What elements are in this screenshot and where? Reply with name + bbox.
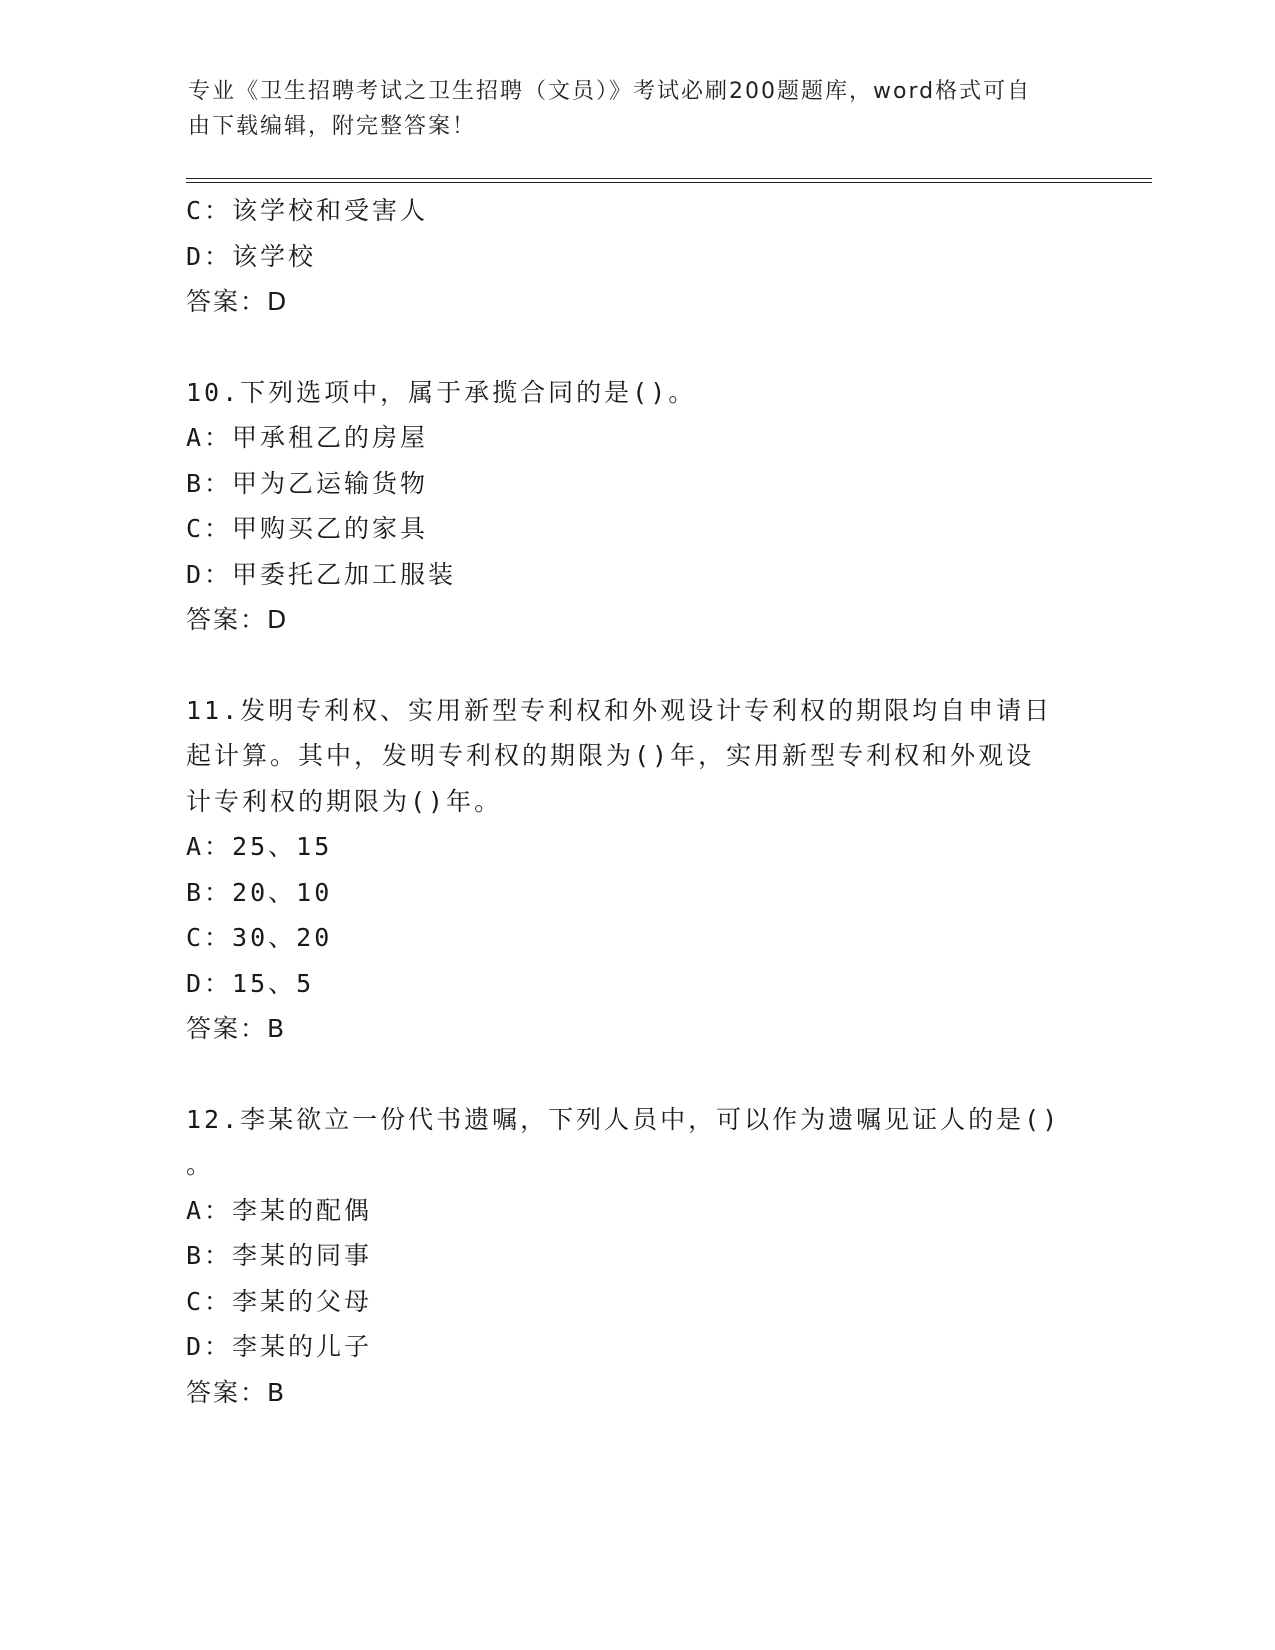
option-c: C：甲购买乙的家具 bbox=[186, 514, 429, 543]
option-d: D：该学校 bbox=[186, 241, 317, 271]
option-a: A：李某的配偶 bbox=[186, 1195, 373, 1225]
answer: 答案：D bbox=[186, 605, 289, 634]
option-d: D：李某的儿子 bbox=[186, 1332, 373, 1361]
question-stem-line-3: 计专利权的期限为()年。 bbox=[186, 786, 503, 816]
question-stem-line-1: 12.李某欲立一份代书遗嘱，下列人员中，可以作为遗嘱见证人的是() bbox=[186, 1104, 1061, 1134]
option-b: B：甲为乙运输货物 bbox=[186, 468, 429, 498]
document-header bbox=[188, 74, 1068, 144]
spacer bbox=[186, 1052, 1086, 1097]
question-stem: 10.下列选项中，属于承揽合同的是()。 bbox=[186, 377, 697, 407]
option-b: B：李某的同事 bbox=[186, 1241, 373, 1270]
question-10 bbox=[186, 370, 1086, 643]
option-b: B：20、10 bbox=[186, 877, 333, 907]
answer: 答案：B bbox=[186, 1014, 287, 1043]
question-stem-line-2: 。 bbox=[186, 1150, 215, 1179]
header-divider bbox=[186, 178, 1152, 183]
spacer bbox=[186, 325, 1086, 370]
spacer bbox=[186, 643, 1086, 688]
option-d: D：15、5 bbox=[186, 968, 315, 998]
answer: 答案：B bbox=[186, 1377, 287, 1407]
option-a: A：25、15 bbox=[186, 832, 333, 861]
question-list bbox=[186, 188, 1086, 1415]
option-c: C：30、20 bbox=[186, 923, 333, 952]
question-11 bbox=[186, 688, 1086, 1052]
option-c: C：该学校和受害人 bbox=[186, 196, 429, 225]
option-d: D：甲委托乙加工服装 bbox=[186, 559, 457, 589]
option-c: C：李某的父母 bbox=[186, 1286, 373, 1316]
question-stem-line-1: 11.发明专利权、实用新型专利权和外观设计专利权的期限均自申请日 bbox=[186, 695, 1053, 725]
answer: 答案：D bbox=[186, 287, 289, 316]
header-line-1: 专业《卫生招聘考试之卫生招聘（文员）》考试必刷200题题库，word格式可自 bbox=[188, 79, 1032, 104]
question-9-tail bbox=[186, 188, 1086, 325]
header-line-2: 由下载编辑，附完整答案！ bbox=[188, 114, 477, 139]
option-a: A：甲承租乙的房屋 bbox=[186, 423, 429, 452]
question-stem-line-2: 起计算。其中，发明专利权的期限为()年，实用新型专利权和外观设 bbox=[186, 741, 1035, 770]
question-12 bbox=[186, 1097, 1086, 1416]
